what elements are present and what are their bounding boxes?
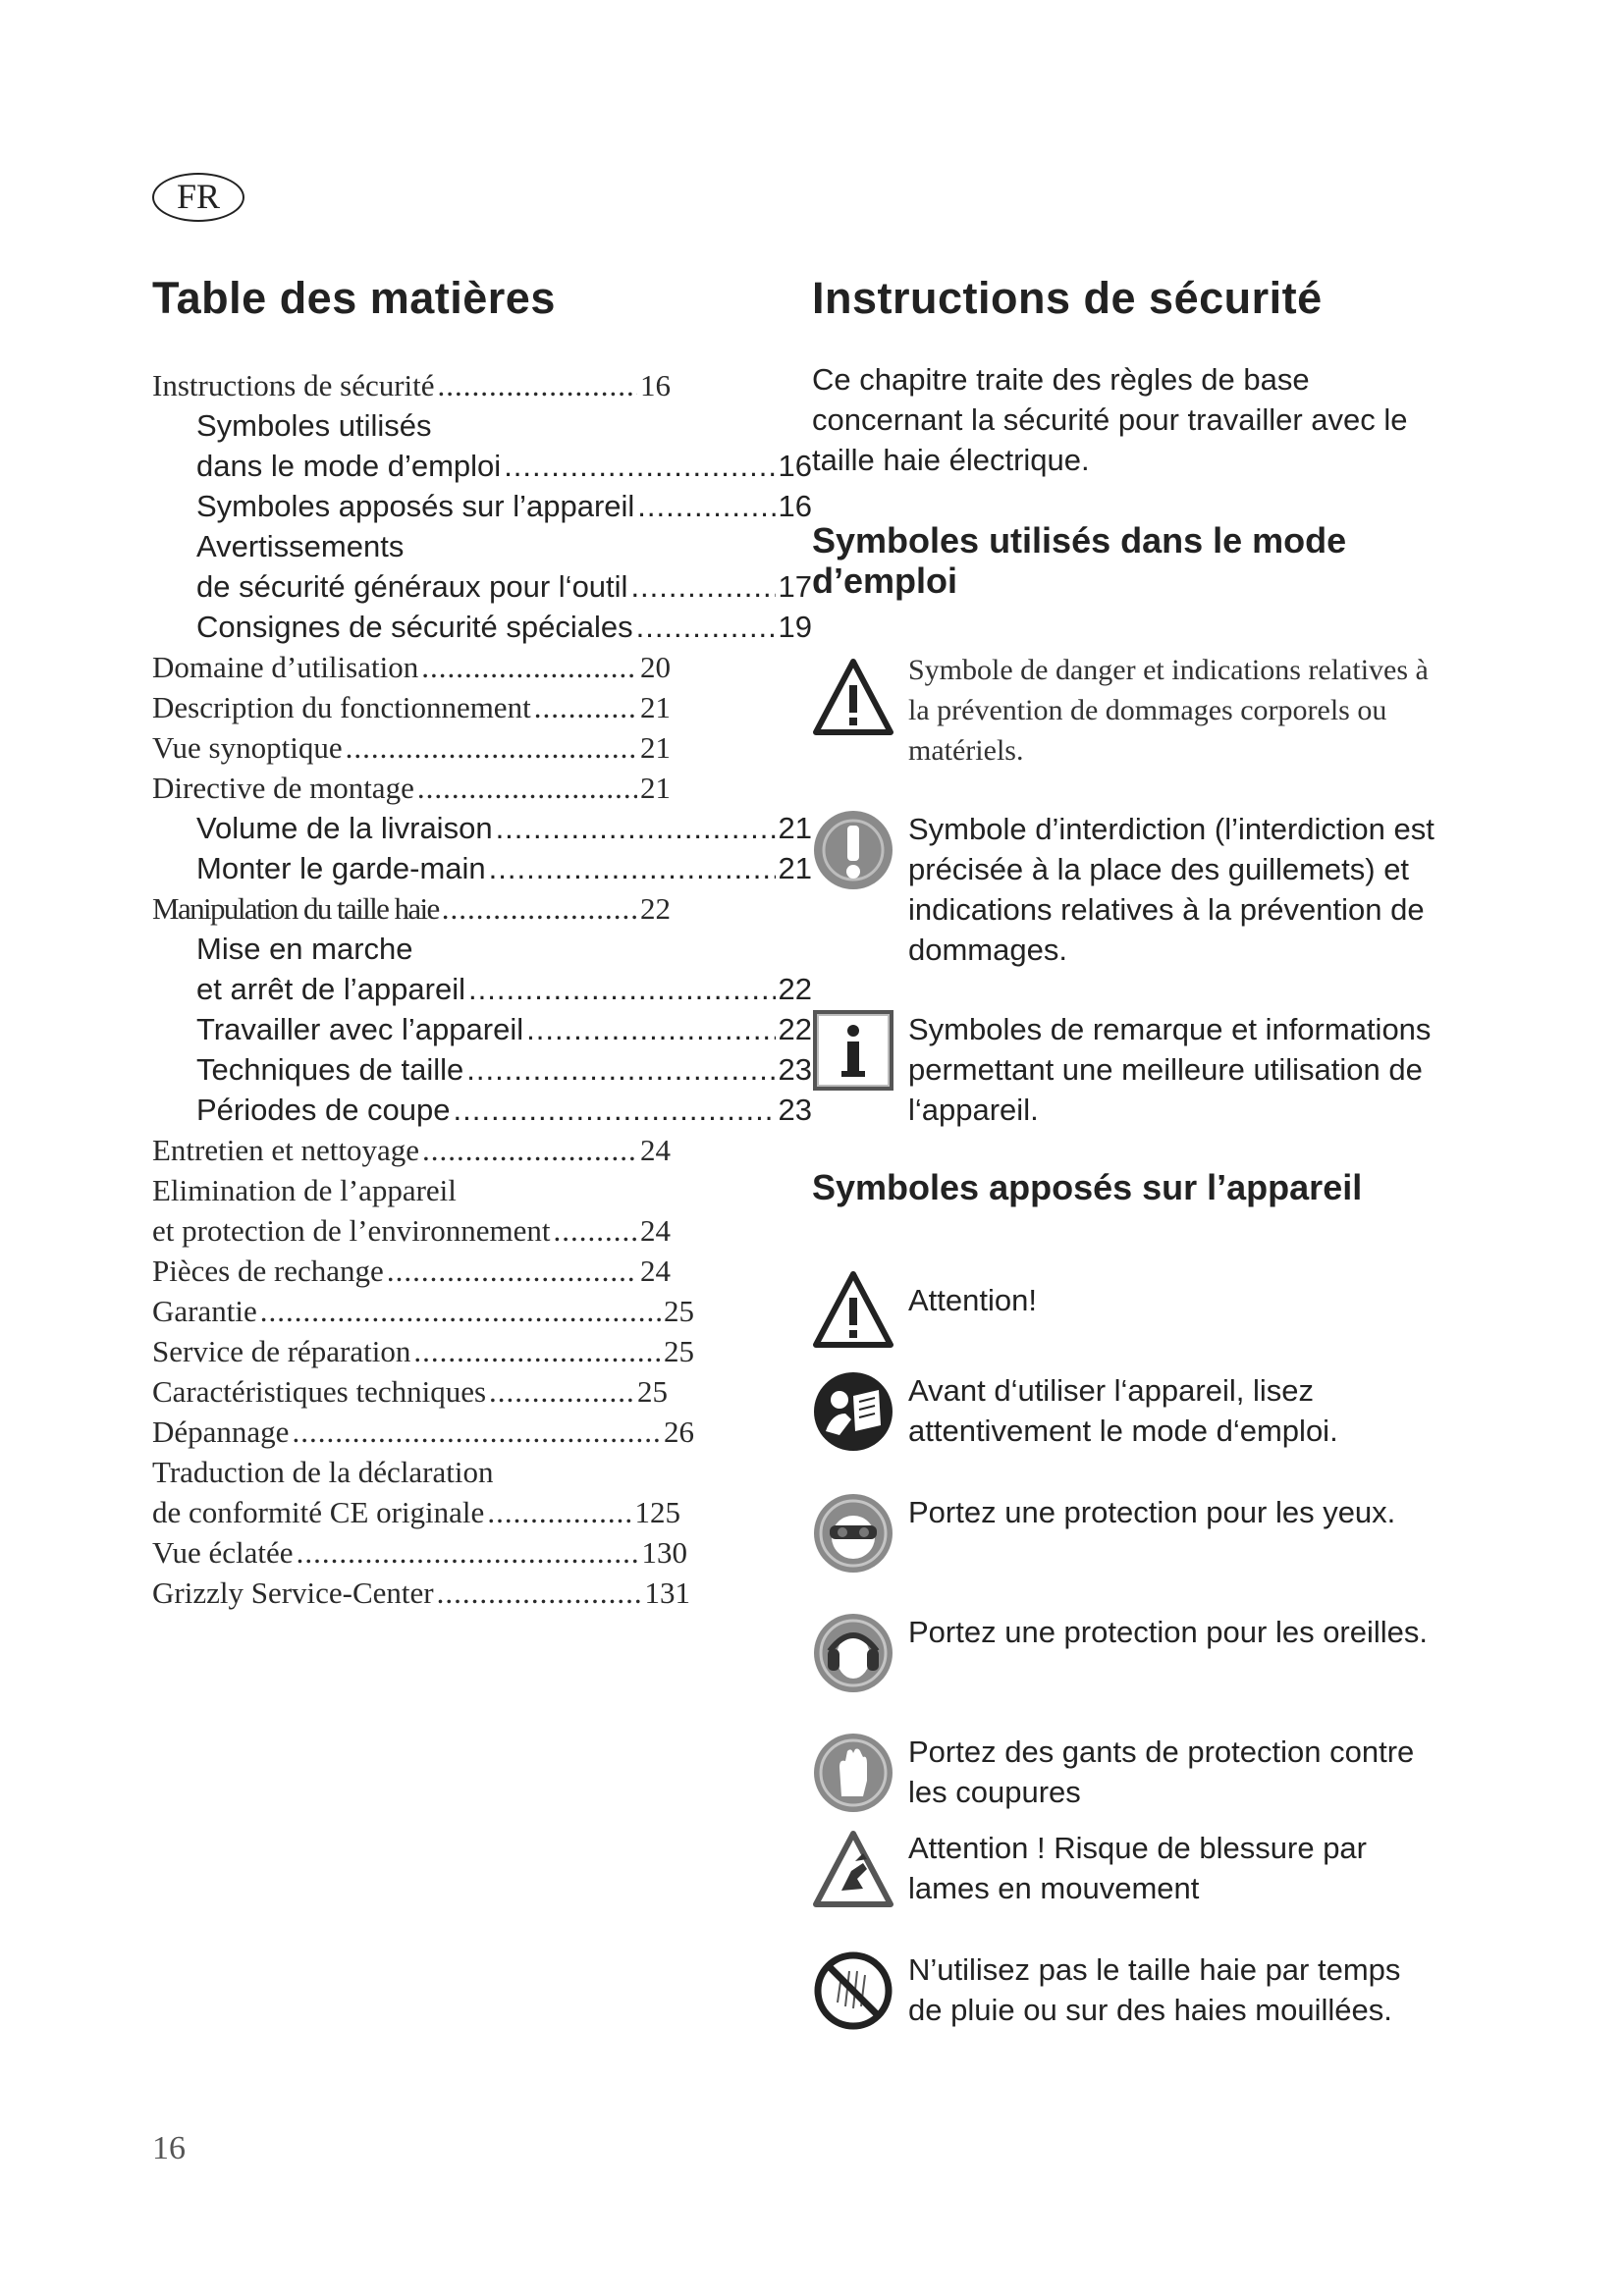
symbol-row	[812, 1009, 1438, 1130]
symbol-row	[812, 1612, 1438, 1694]
symbol-description: Symbole d’interdiction (l’interdiction est précisée à la place des guillemets) et indications relatives à la prévention de dommages.	[908, 812, 1435, 967]
blade-hazard-icon	[812, 1828, 894, 1910]
symbol-row	[812, 1949, 1438, 2032]
toc-entry[interactable]: Entretien et nettoyage ..... 24	[152, 1130, 671, 1170]
symbol-row	[812, 1732, 1438, 1814]
symbol-description: Symbole de danger et indications relatives à la prévention de dommages corporels ou matériels.	[908, 654, 1429, 767]
toc-entry[interactable]: Dépannage ..... 26	[152, 1412, 694, 1452]
gloves-icon	[812, 1732, 894, 1814]
manual-symbols-heading: Symboles utilisés dans le mode d’emploi	[812, 520, 1347, 601]
toc-entry[interactable]: Monter le garde-main ..... 21	[152, 848, 812, 888]
info-icon	[812, 1009, 894, 1092]
toc-entry[interactable]: Techniques de taille ..... 23	[152, 1049, 812, 1090]
no-rain-icon	[812, 1949, 894, 2032]
toc-entry[interactable]: Consignes de sécurité spéciales ..... 19	[152, 607, 812, 647]
toc-entry[interactable]: Elimination de l’appareil	[152, 1173, 457, 1207]
symbol-row	[812, 1370, 1438, 1453]
symbol-description: Portez une protection pour les yeux.	[908, 1495, 1396, 1529]
symbol-row	[812, 809, 1438, 970]
safety-section	[812, 359, 1440, 480]
toc-entry[interactable]: Pièces de rechange ..... 24	[152, 1251, 671, 1291]
toc-entry[interactable]: dans le mode d’emploi ..... 16	[152, 446, 812, 486]
toc-entry[interactable]: Volume de la livraison ..... 21	[152, 808, 812, 848]
toc-entry[interactable]: Symboles utilisés	[196, 408, 432, 443]
device-symbols-heading: Symboles apposés sur l’appareil	[812, 1167, 1363, 1207]
symbol-description: Attention!	[908, 1283, 1037, 1317]
toc-title: Table des matières	[152, 273, 556, 323]
toc-entry[interactable]: de sécurité généraux pour l‘outil ..... 17	[152, 566, 812, 607]
toc-entry[interactable]: Grizzly Service-Center ..... 131	[152, 1573, 690, 1613]
toc-entry[interactable]: Traduction de la déclaration	[152, 1455, 494, 1489]
symbol-description: Symboles de remarque et informations permettant une meilleure utilisation de l‘appareil.	[908, 1012, 1432, 1127]
toc-entry[interactable]: Travailler avec l’appareil ..... 22	[152, 1009, 812, 1049]
symbol-description: Portez des gants de protection contre les coupures	[908, 1735, 1415, 1809]
toc-entry[interactable]: Mise en marche	[196, 932, 413, 966]
symbol-description: Avant d‘utiliser l‘appareil, lisez attentivement le mode d‘emploi.	[908, 1373, 1338, 1448]
read-manual-icon	[812, 1370, 894, 1453]
warning-triangle-icon	[812, 1268, 894, 1351]
page-number: 16	[152, 2130, 186, 2166]
safety-intro: Ce chapitre traite des règles de base concernant la sécurité pour travailler avec le taille haie électrique.	[812, 362, 1408, 477]
toc-entry[interactable]: Garantie ..... 25	[152, 1291, 694, 1331]
symbol-row	[812, 1268, 1438, 1351]
eye-protection-icon	[812, 1492, 894, 1575]
prohibition-icon	[812, 809, 894, 891]
language-badge: FR	[152, 173, 244, 222]
table-of-contents	[152, 365, 812, 1613]
safety-title: Instructions de sécurité	[812, 273, 1323, 323]
toc-entry[interactable]: Directive de montage ..... 21	[152, 768, 671, 808]
toc-entry[interactable]: Service de réparation ..... 25	[152, 1331, 694, 1371]
toc-entry[interactable]: Vue synoptique ..... 21	[152, 727, 671, 768]
toc-entry[interactable]: Instructions de sécurité ..... 16	[152, 365, 671, 405]
ear-protection-icon	[812, 1612, 894, 1694]
danger-triangle-icon	[812, 656, 894, 738]
toc-entry[interactable]: Manipulation du taille haie ..... 22	[152, 888, 671, 929]
toc-entry[interactable]: Symboles apposés sur l’appareil ..... 16	[152, 486, 812, 526]
toc-entry[interactable]: Avertissements	[196, 529, 405, 563]
symbol-description: Portez une protection pour les oreilles.	[908, 1615, 1429, 1649]
symbol-row	[812, 1828, 1438, 1910]
toc-entry[interactable]: de conformité CE originale ..... 125	[152, 1492, 680, 1532]
symbol-row	[812, 1492, 1438, 1575]
toc-entry[interactable]: Périodes de coupe ..... 23	[152, 1090, 812, 1130]
toc-entry[interactable]: Vue éclatée ..... 130	[152, 1532, 687, 1573]
toc-entry[interactable]: Caractéristiques techniques ..... 25	[152, 1371, 668, 1412]
toc-entry[interactable]: et protection de l’environnement ..... 24	[152, 1210, 671, 1251]
toc-entry[interactable]: et arrêt de l’appareil ..... 22	[152, 969, 812, 1009]
toc-entry[interactable]: Domaine d’utilisation ..... 20	[152, 647, 671, 687]
symbol-row	[812, 656, 1438, 771]
toc-entry[interactable]: Description du fonctionnement ..... 21	[152, 687, 671, 727]
symbol-description: N’utilisez pas le taille haie par temps de pluie ou sur des haies mouillées.	[908, 1952, 1401, 2027]
symbol-description: Attention ! Risque de blessure par lames en mouvement	[908, 1831, 1367, 1905]
